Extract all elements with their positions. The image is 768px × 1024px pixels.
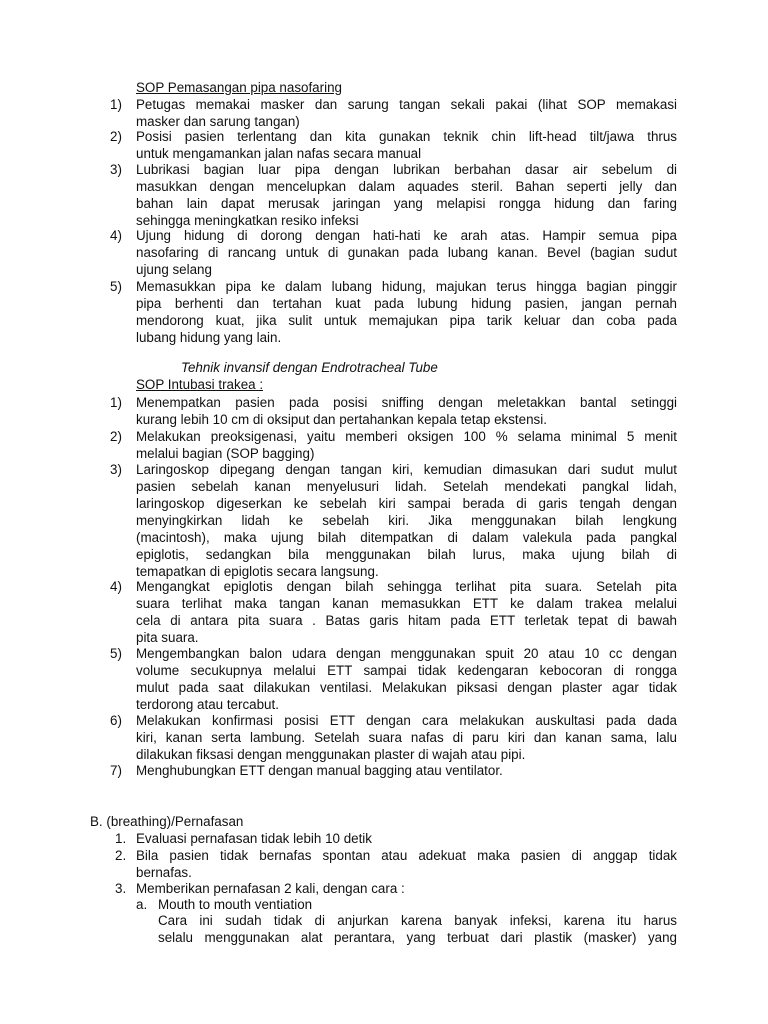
list-number: 1) (110, 395, 122, 410)
list-number: 5) (110, 279, 122, 294)
list-line: Memberikan pernafasan 2 kali, dengan cara : (136, 881, 405, 896)
list-line: volume secukupnya melalui ETT sampai tidak kedengaran kebocoran di rongga (136, 663, 677, 678)
list-line: sehingga meningkatkan resiko infeksi (136, 213, 359, 228)
list-line: Lubrikasi bagian luar pipa dengan lubrikan berbahan dasar air sebelum di (136, 162, 677, 177)
list-line: menyingkirkan lidah ke sebelah kiri. Jika menggunakan bilah lengkung (136, 513, 677, 528)
list-line: Menempatkan pasien pada posisi sniffing dengan meletakkan bantal setinggi (136, 395, 677, 410)
sub-list-letter: a. (136, 897, 148, 912)
list-line: kurang lebih 10 cm di oksiput dan pertahankan kepala tetap ekstensi. (136, 412, 547, 427)
list-line: terdorong atau tercabut. (136, 697, 279, 712)
list-line: lubang hidung yang lain. (136, 330, 282, 345)
list-line: Mengangkat epiglotis dengan bilah sehingga terlihat pita suara. Setelah pita (136, 579, 677, 594)
list-line: Memasukkan pipa ke dalam lubang hidung, majukan terus hingga bagian pinggir (136, 279, 677, 294)
list-line: Posisi pasien terlentang dan kita gunakan teknik chin lift-head tilt/jawa thrus (136, 129, 677, 144)
list-line: pipa berhenti dan tertahan kuat pada lubung hidung pasien, jangan pernah (136, 296, 677, 311)
list-line: epiglotis, sedangkan bila menggunakan bilah lurus, maka ujung bilah di (136, 547, 677, 562)
ett-subtitle: Tehnik invansif dengan Endrotracheal Tube (181, 360, 438, 375)
list-number: 2) (110, 129, 122, 144)
list-number: 3. (115, 881, 127, 896)
list-line: Petugas memakai masker dan sarung tangan sekali pakai (lihat SOP memakasi (136, 97, 677, 112)
list-number: 2) (110, 429, 122, 444)
list-line: bernafas. (136, 865, 192, 880)
list-line: laringoskop digeserkan ke sebelah kiri sampai berada di garis tengah dengan (136, 496, 677, 511)
list-line: masukkan dengan mencelupkan dalam aquades steril. Bahan seperti jelly dan (136, 179, 677, 194)
list-line: masker dan sarung tangan) (136, 114, 300, 129)
list-line: Melakukan preoksigenasi, yaitu memberi oksigen 100 % selama minimal 5 menit (136, 429, 677, 444)
list-line: pita suara. (136, 630, 199, 645)
list-line: bahan lain dapat merusak jaringan yang melapisi rongga hidung dan faring (136, 196, 677, 211)
list-number: 4) (110, 228, 122, 243)
list-number: 5) (110, 646, 122, 661)
list-number: 1) (110, 97, 122, 112)
list-number: 3) (110, 462, 122, 477)
list-line: suara terlihat maka tangan kanan memasukkan ETT ke dalam trakea melalui (136, 596, 677, 611)
list-line: pasien sebelah kanan menyelusuri lidah. Setelah mendekati pangkal lidah, (136, 479, 677, 494)
list-line: Melakukan konfirmasi posisi ETT dengan cara melakukan auskultasi pada dada (136, 713, 677, 728)
list-line: Bila pasien tidak bernafas spontan atau adekuat maka pasien di anggap tidak (136, 848, 677, 863)
breathing-heading: B. (breathing)/Pernafasan (90, 814, 244, 829)
list-number: 3) (110, 162, 122, 177)
list-number: 1. (115, 831, 127, 846)
list-line: mendorong kuat, jika sulit untuk memajukan pipa tarik keluar dan coba pada (136, 313, 677, 328)
list-number: 6) (110, 713, 122, 728)
list-line: nasofaring di rancang untuk di gunakan pada lubang kanan. Bevel (bagian sudut (136, 245, 677, 260)
list-number: 2. (115, 848, 127, 863)
list-line: temapatkan di epiglotis secara langsung. (136, 564, 379, 579)
list-line: ujung selang (136, 262, 212, 277)
list-line: untuk mengamankan jalan nafas secara manual (136, 146, 422, 161)
list-line: Laringoskop dipegang dengan tangan kiri, kemudian dimasukan dari sudut mulut (136, 462, 677, 477)
list-line: Menghubungkan ETT dengan manual bagging atau ventilator. (136, 763, 503, 778)
ett-heading: SOP Intubasi trakea : (136, 377, 264, 392)
list-number: 7) (110, 763, 122, 778)
list-line: melalui bagian (SOP bagging) (136, 446, 315, 461)
list-line: cela di antara pita suara . Batas garis hitam pada ETT terletak tepat di bawah (136, 613, 677, 628)
list-line: Mengembangkan balon udara dengan menggunakan spuit 20 atau 10 cc dengan (136, 646, 677, 661)
list-line: (macintosh), maka ujung bilah ditempatkan di dalam valekula pada pangkal (136, 530, 677, 545)
list-line: kiri, kanan serta lambung. Setelah suara nafas di paru kiri dan kanan sama, lalu (136, 730, 677, 745)
list-line: Evaluasi pernafasan tidak lebih 10 detik (136, 831, 372, 846)
list-line: Ujung hidung di dorong dengan hati-hati ke arah atas. Hampir semua pipa (136, 228, 677, 243)
list-line: dilakukan fiksasi dengan menggunakan plaster di wajah atau pipi. (136, 747, 526, 762)
list-line: selalu menggunakan alat perantara, yang terbuat dari plastik (masker) yang (158, 930, 677, 945)
list-line: Cara ini sudah tidak di anjurkan karena banyak infeksi, karena itu harus (158, 913, 677, 928)
nasofaring-heading: SOP Pemasangan pipa nasofaring (136, 80, 342, 95)
list-number: 4) (110, 579, 122, 594)
list-line: mulut pada saat dilakukan ventilasi. Melakukan piksasi dengan plaster agar tidak (136, 680, 677, 695)
sub-list-title: Mouth to mouth ventiation (158, 897, 313, 912)
